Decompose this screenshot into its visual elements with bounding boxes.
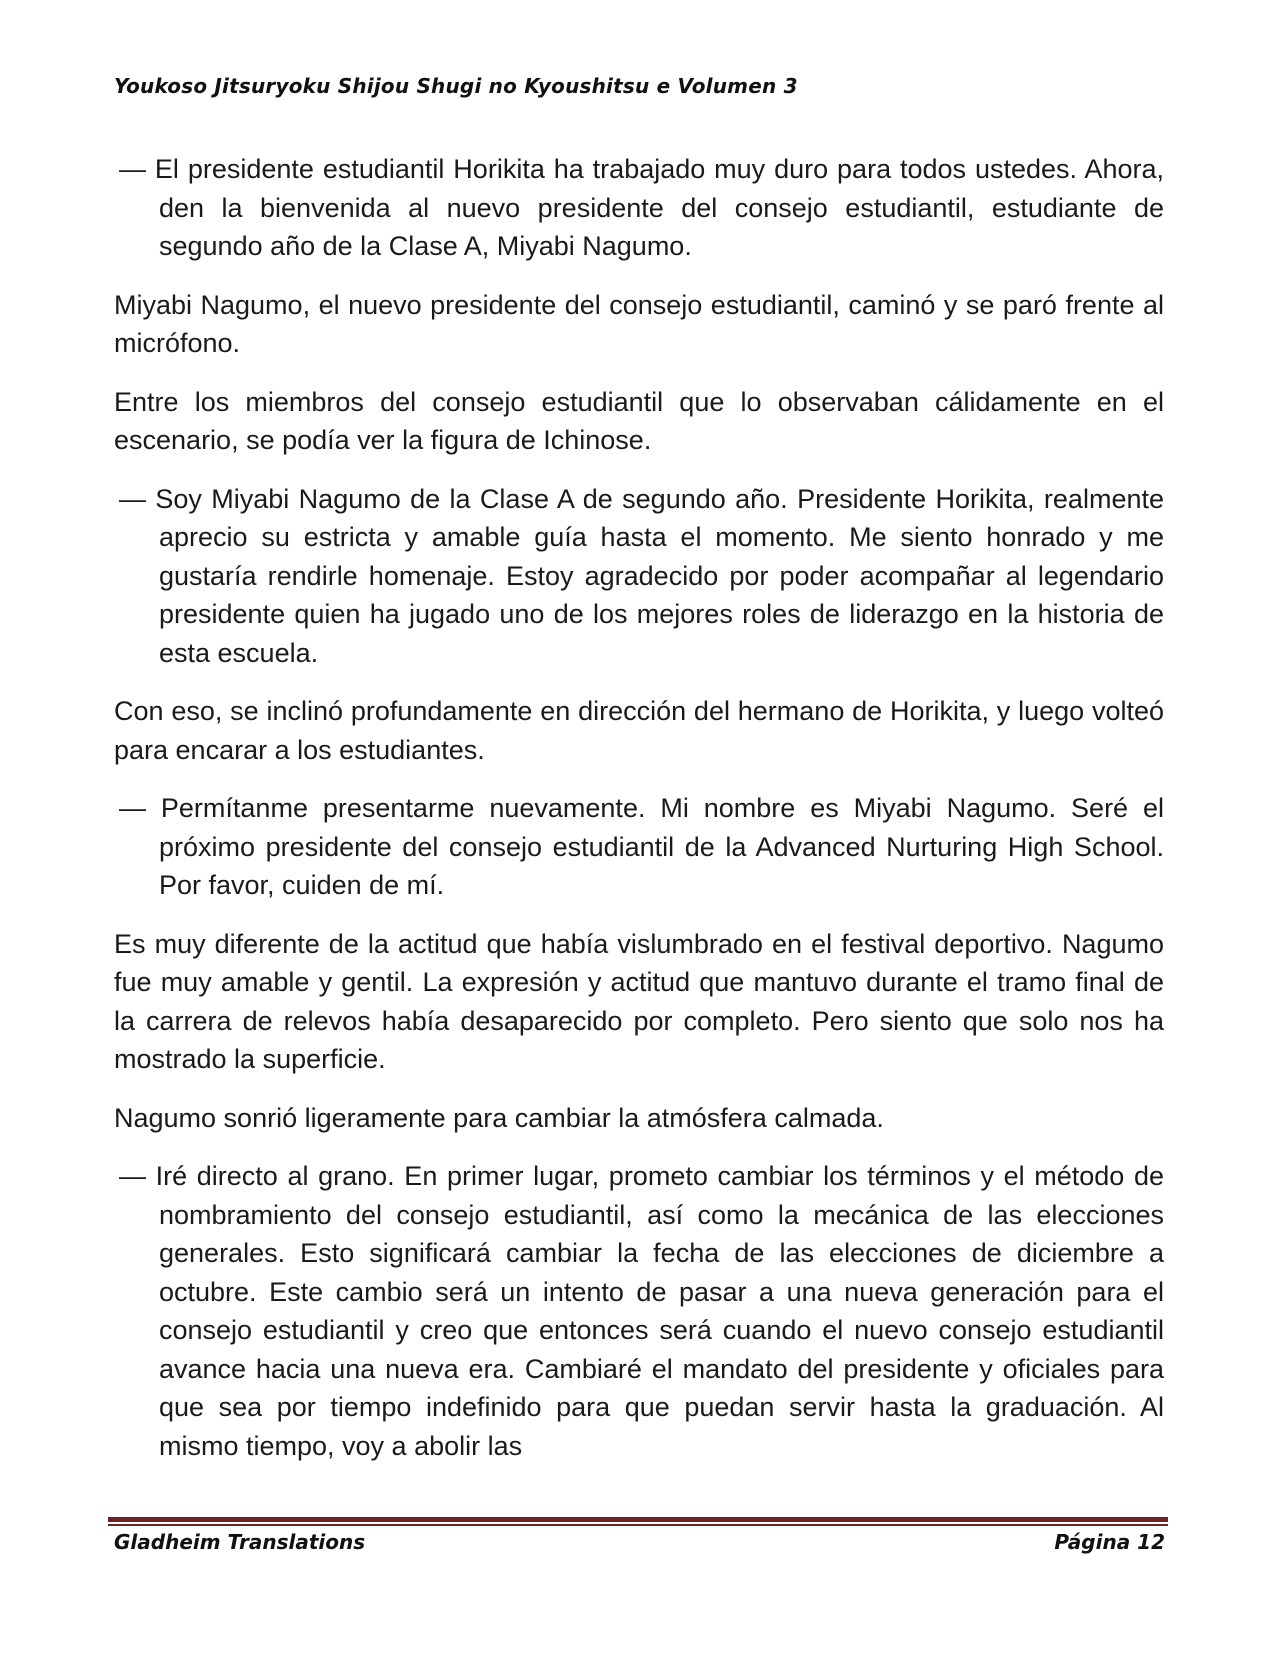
- dialogue-paragraph: — Permítanme presentarme nuevamente. Mi nombre es Miyabi Nagumo. Seré el próximo presidente del consejo estudiantil de la Advanced Nurturing High School. Por favor, cuiden de mí.: [119, 793, 1164, 900]
- dialogue-paragraph: — Iré directo al grano. En primer lugar, prometo cambiar los términos y el método de nombramiento del consejo estudiantil, así como la mecánica de las elecciones generales. Esto significará cambiar la fecha de las elecciones de diciembre a octubre. Este cambio será un intento de pasar a una nueva generación para el consejo estudiantil y creo que entonces será cuando el nuevo consejo estudiantil avance hacia una nueva era. Cambiaré el mandato del presidente y oficiales para que sea por tiempo indefinido para que puedan servir hasta la graduación. Al mismo tiempo, voy a abolir las: [119, 1161, 1164, 1461]
- document-body: [114, 150, 1164, 1465]
- footer-divider-thick: [108, 1517, 1168, 1522]
- dialogue-paragraph: — Soy Miyabi Nagumo de la Clase A de segundo año. Presidente Horikita, realmente aprecio su estricta y amable guía hasta el momento. Me siento honrado y me gustaría rendirle homenaje. Estoy agradecido por poder acompañar al legendario presidente quien ha jugado uno de los mejores roles de liderazgo en la historia de esta escuela.: [119, 483, 1164, 668]
- narration-paragraph: Con eso, se inclinó profundamente en dirección del hermano de Horikita, y luego volteó para encarar a los estudiantes.: [114, 696, 1164, 765]
- narration-paragraph: Entre los miembros del consejo estudiantil que lo observaban cálidamente en el escenario, se podía ver la figura de Ichinose.: [114, 386, 1164, 455]
- narration-paragraph: Miyabi Nagumo, el nuevo presidente del consejo estudiantil, caminó y se paró frente al micrófono.: [114, 289, 1164, 358]
- footer-divider-thin: [108, 1524, 1168, 1526]
- footer-publisher: Gladheim Translations: [114, 1530, 366, 1554]
- page-number: Página 12: [1054, 1530, 1165, 1554]
- dialogue-paragraph: — El presidente estudiantil Horikita ha trabajado muy duro para todos ustedes. Ahora, den la bienvenida al nuevo presidente del consejo estudiantil, estudiante de segundo año de la Clase A, Miyabi Nagumo.: [119, 154, 1164, 261]
- narration-paragraph: Es muy diferente de la actitud que había vislumbrado en el festival deportivo. Nagumo fue muy amable y gentil. La expresión y actitud que mantuvo durante el tramo final de la carrera de relevos había desaparecido por completo. Pero siento que solo nos ha mostrado la superficie.: [114, 928, 1164, 1074]
- narration-paragraph: Nagumo sonrió ligeramente para cambiar la atmósfera calmada.: [114, 1102, 884, 1133]
- page-header-title: Youkoso Jitsuryoku Shijou Shugi no Kyoushitsu e Volumen 3: [114, 74, 798, 98]
